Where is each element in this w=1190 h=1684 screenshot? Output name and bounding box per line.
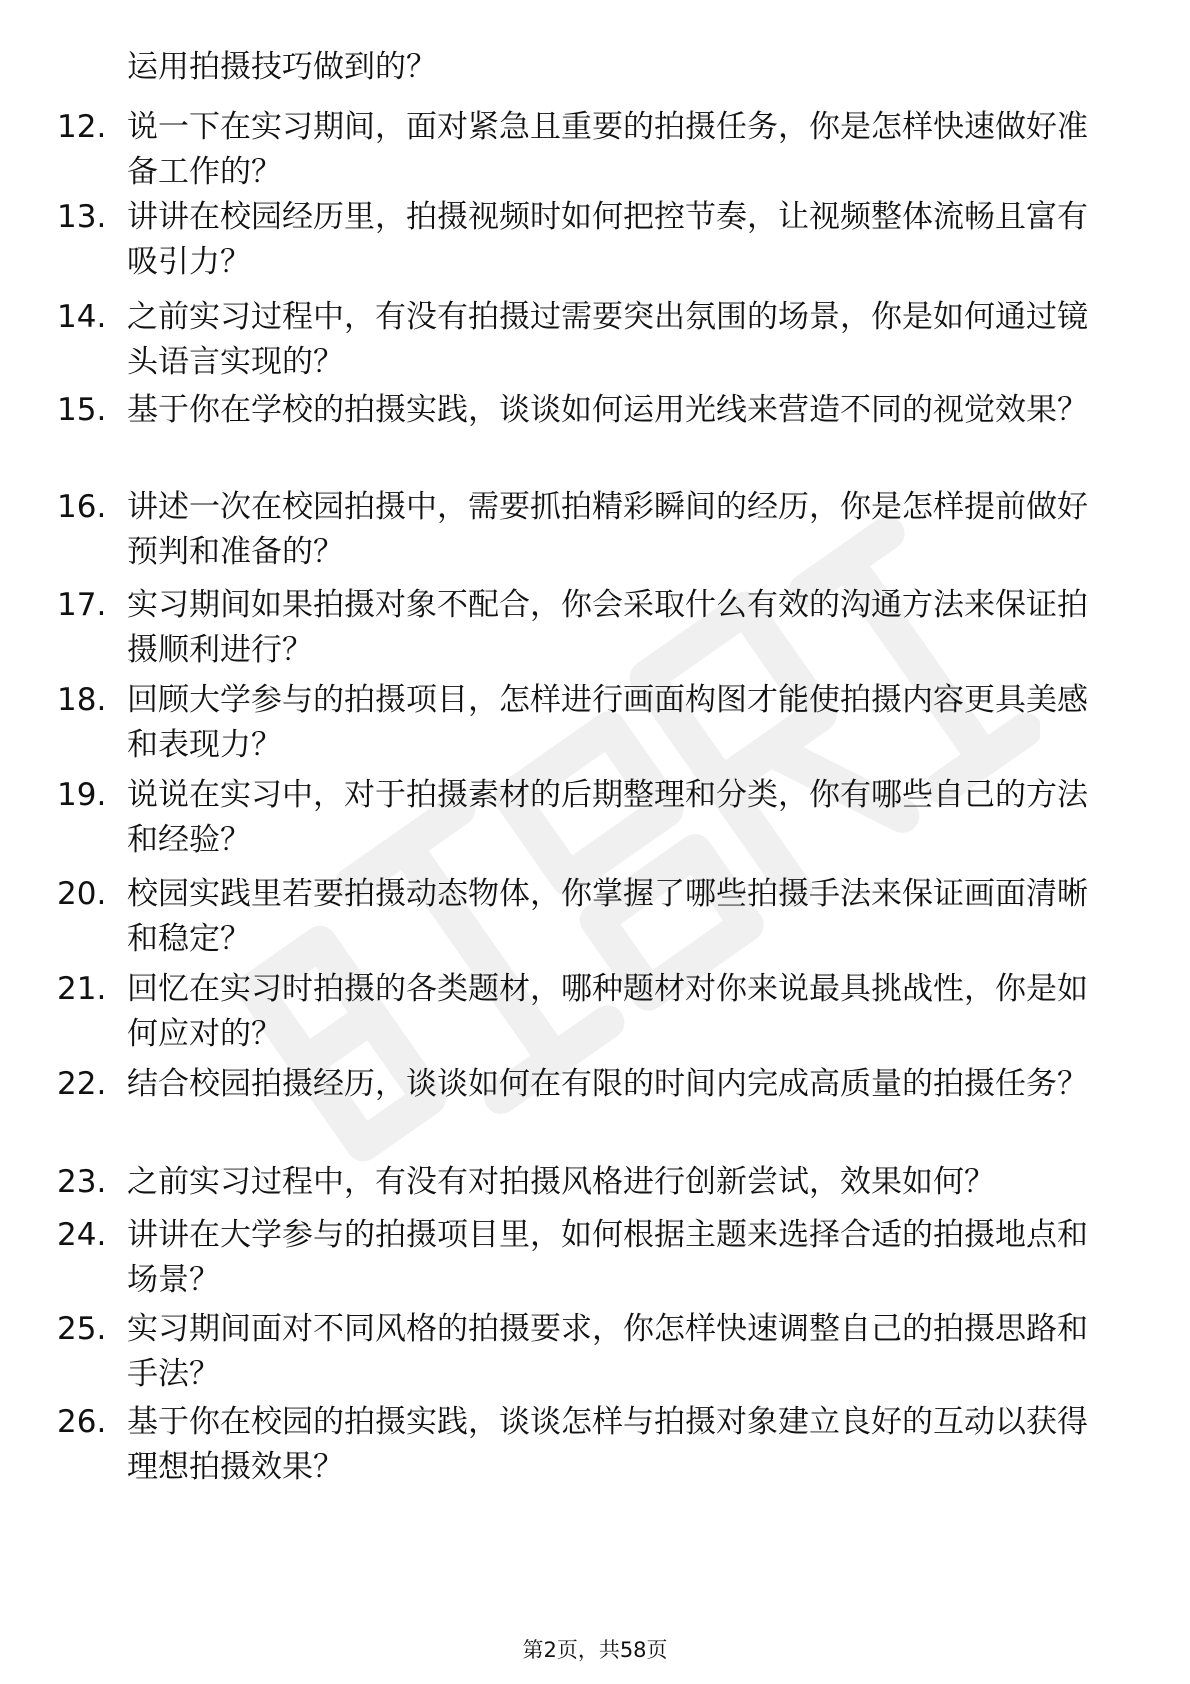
- question-text: 之前实习过程中，有没有拍摄过需要突出氛围的场景，你是如何通过镜头语言实现的？: [127, 299, 1088, 380]
- question-text: 基于你在学校的拍摄实践，谈谈如何运用光线来营造不同的视觉效果？: [127, 392, 1088, 428]
- page-footer: 第2页，共58页: [522, 1638, 668, 1662]
- question-text: 回顾大学参与的拍摄项目，怎样进行画面构图才能使拍摄内容更具美感和表现力？: [127, 682, 1088, 763]
- question-text: 讲讲在大学参与的拍摄项目里，如何根据主题来选择合适的拍摄地点和场景？: [127, 1217, 1088, 1298]
- question-text: 校园实践里若要拍摄动态物体，你掌握了哪些拍摄手法来保证画面清晰和稳定？: [127, 876, 1088, 957]
- question-number: 16.: [57, 489, 107, 525]
- question-text: 回忆在实习时拍摄的各类题材，哪种题材对你来说最具挑战性，你是如何应对的？: [127, 971, 1088, 1052]
- question-number: 21.: [57, 971, 107, 1007]
- question-text: 讲讲在校园经历里，拍摄视频时如何把控节奏，让视频整体流畅且富有吸引力？: [127, 199, 1088, 280]
- question-number: 19.: [57, 777, 107, 813]
- question-text: 实习期间面对不同风格的拍摄要求，你怎样快速调整自己的拍摄思路和手法？: [127, 1311, 1088, 1392]
- question-text: 之前实习过程中，有没有对拍摄风格进行创新尝试，效果如何？: [127, 1164, 995, 1200]
- question-number: 24.: [57, 1217, 107, 1253]
- question-number: 23.: [57, 1164, 107, 1200]
- question-number: 14.: [57, 299, 107, 335]
- question-number: 13.: [57, 199, 107, 235]
- question-number: 18.: [57, 682, 107, 718]
- question-number: 26.: [57, 1404, 107, 1440]
- question-text: 基于你在校园的拍摄实践，谈谈怎样与拍摄对象建立良好的互动以获得理想拍摄效果？: [127, 1404, 1088, 1485]
- question-number: 25.: [57, 1311, 107, 1347]
- question-number: 20.: [57, 876, 107, 912]
- question-text: 结合校园拍摄经历，谈谈如何在有限的时间内完成高质量的拍摄任务？: [127, 1066, 1088, 1102]
- question-text: 运用拍摄技巧做到的？: [127, 49, 437, 85]
- question-number: 15.: [57, 392, 107, 428]
- question-text: 说说在实习中，对于拍摄素材的后期整理和分类，你有哪些自己的方法和经验？: [127, 777, 1088, 858]
- question-text: 讲述一次在校园拍摄中，需要抓拍精彩瞬间的经历，你是怎样提前做好预判和准备的？: [127, 489, 1088, 570]
- question-number: 22.: [57, 1066, 107, 1102]
- question-number: 12.: [57, 109, 107, 145]
- question-text: 实习期间如果拍摄对象不配合，你会采取什么有效的沟通方法来保证拍摄顺利进行？: [127, 587, 1088, 668]
- question-text: 说一下在实习期间，面对紧急且重要的拍摄任务，你是怎样快速做好准备工作的？: [127, 109, 1088, 190]
- question-number: 17.: [57, 587, 107, 623]
